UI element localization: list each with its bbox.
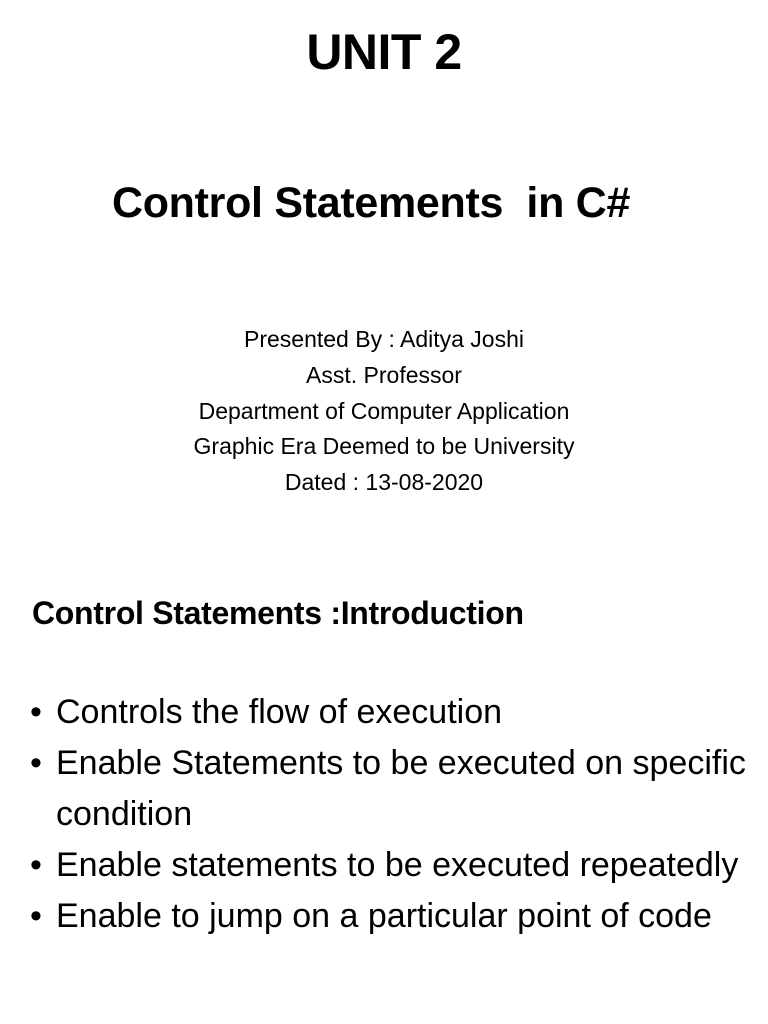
bullet-item bbox=[0, 840, 768, 891]
unit-title: UNIT 2 bbox=[306, 24, 462, 80]
presenter-name-line: Presented By : Aditya Joshi bbox=[244, 326, 524, 352]
slide-heading: Control Statements :Introduction bbox=[32, 595, 524, 631]
bullet-icon: • bbox=[30, 744, 42, 782]
presenter-university-line: Graphic Era Deemed to be University bbox=[193, 433, 575, 460]
bullet-icon: • bbox=[30, 693, 42, 731]
presenter-designation-line: Asst. Professor bbox=[306, 361, 462, 388]
presenter-date-line: Dated : 13-08-2020 bbox=[284, 469, 484, 496]
bullet-item bbox=[0, 891, 768, 942]
presenter-department-line: Department of Computer Application bbox=[198, 397, 570, 424]
bullet-icon: • bbox=[30, 897, 42, 935]
bullet-item bbox=[0, 738, 768, 840]
slide-title: Control Statements in C# bbox=[111, 179, 631, 227]
bullet-text: Enable Statements to be executed on specific condition bbox=[56, 744, 746, 833]
bullet-text: Enable statements to be executed repeatedly bbox=[56, 846, 739, 884]
bullet-icon: • bbox=[30, 846, 42, 884]
bullet-text: Controls the flow of execution bbox=[56, 693, 503, 731]
introduction-slide bbox=[0, 560, 768, 1024]
presenter-info bbox=[0, 322, 768, 501]
bullet-item bbox=[0, 687, 768, 738]
bullet-list bbox=[0, 687, 768, 942]
bullet-text: Enable to jump on a particular point of code bbox=[56, 897, 712, 935]
